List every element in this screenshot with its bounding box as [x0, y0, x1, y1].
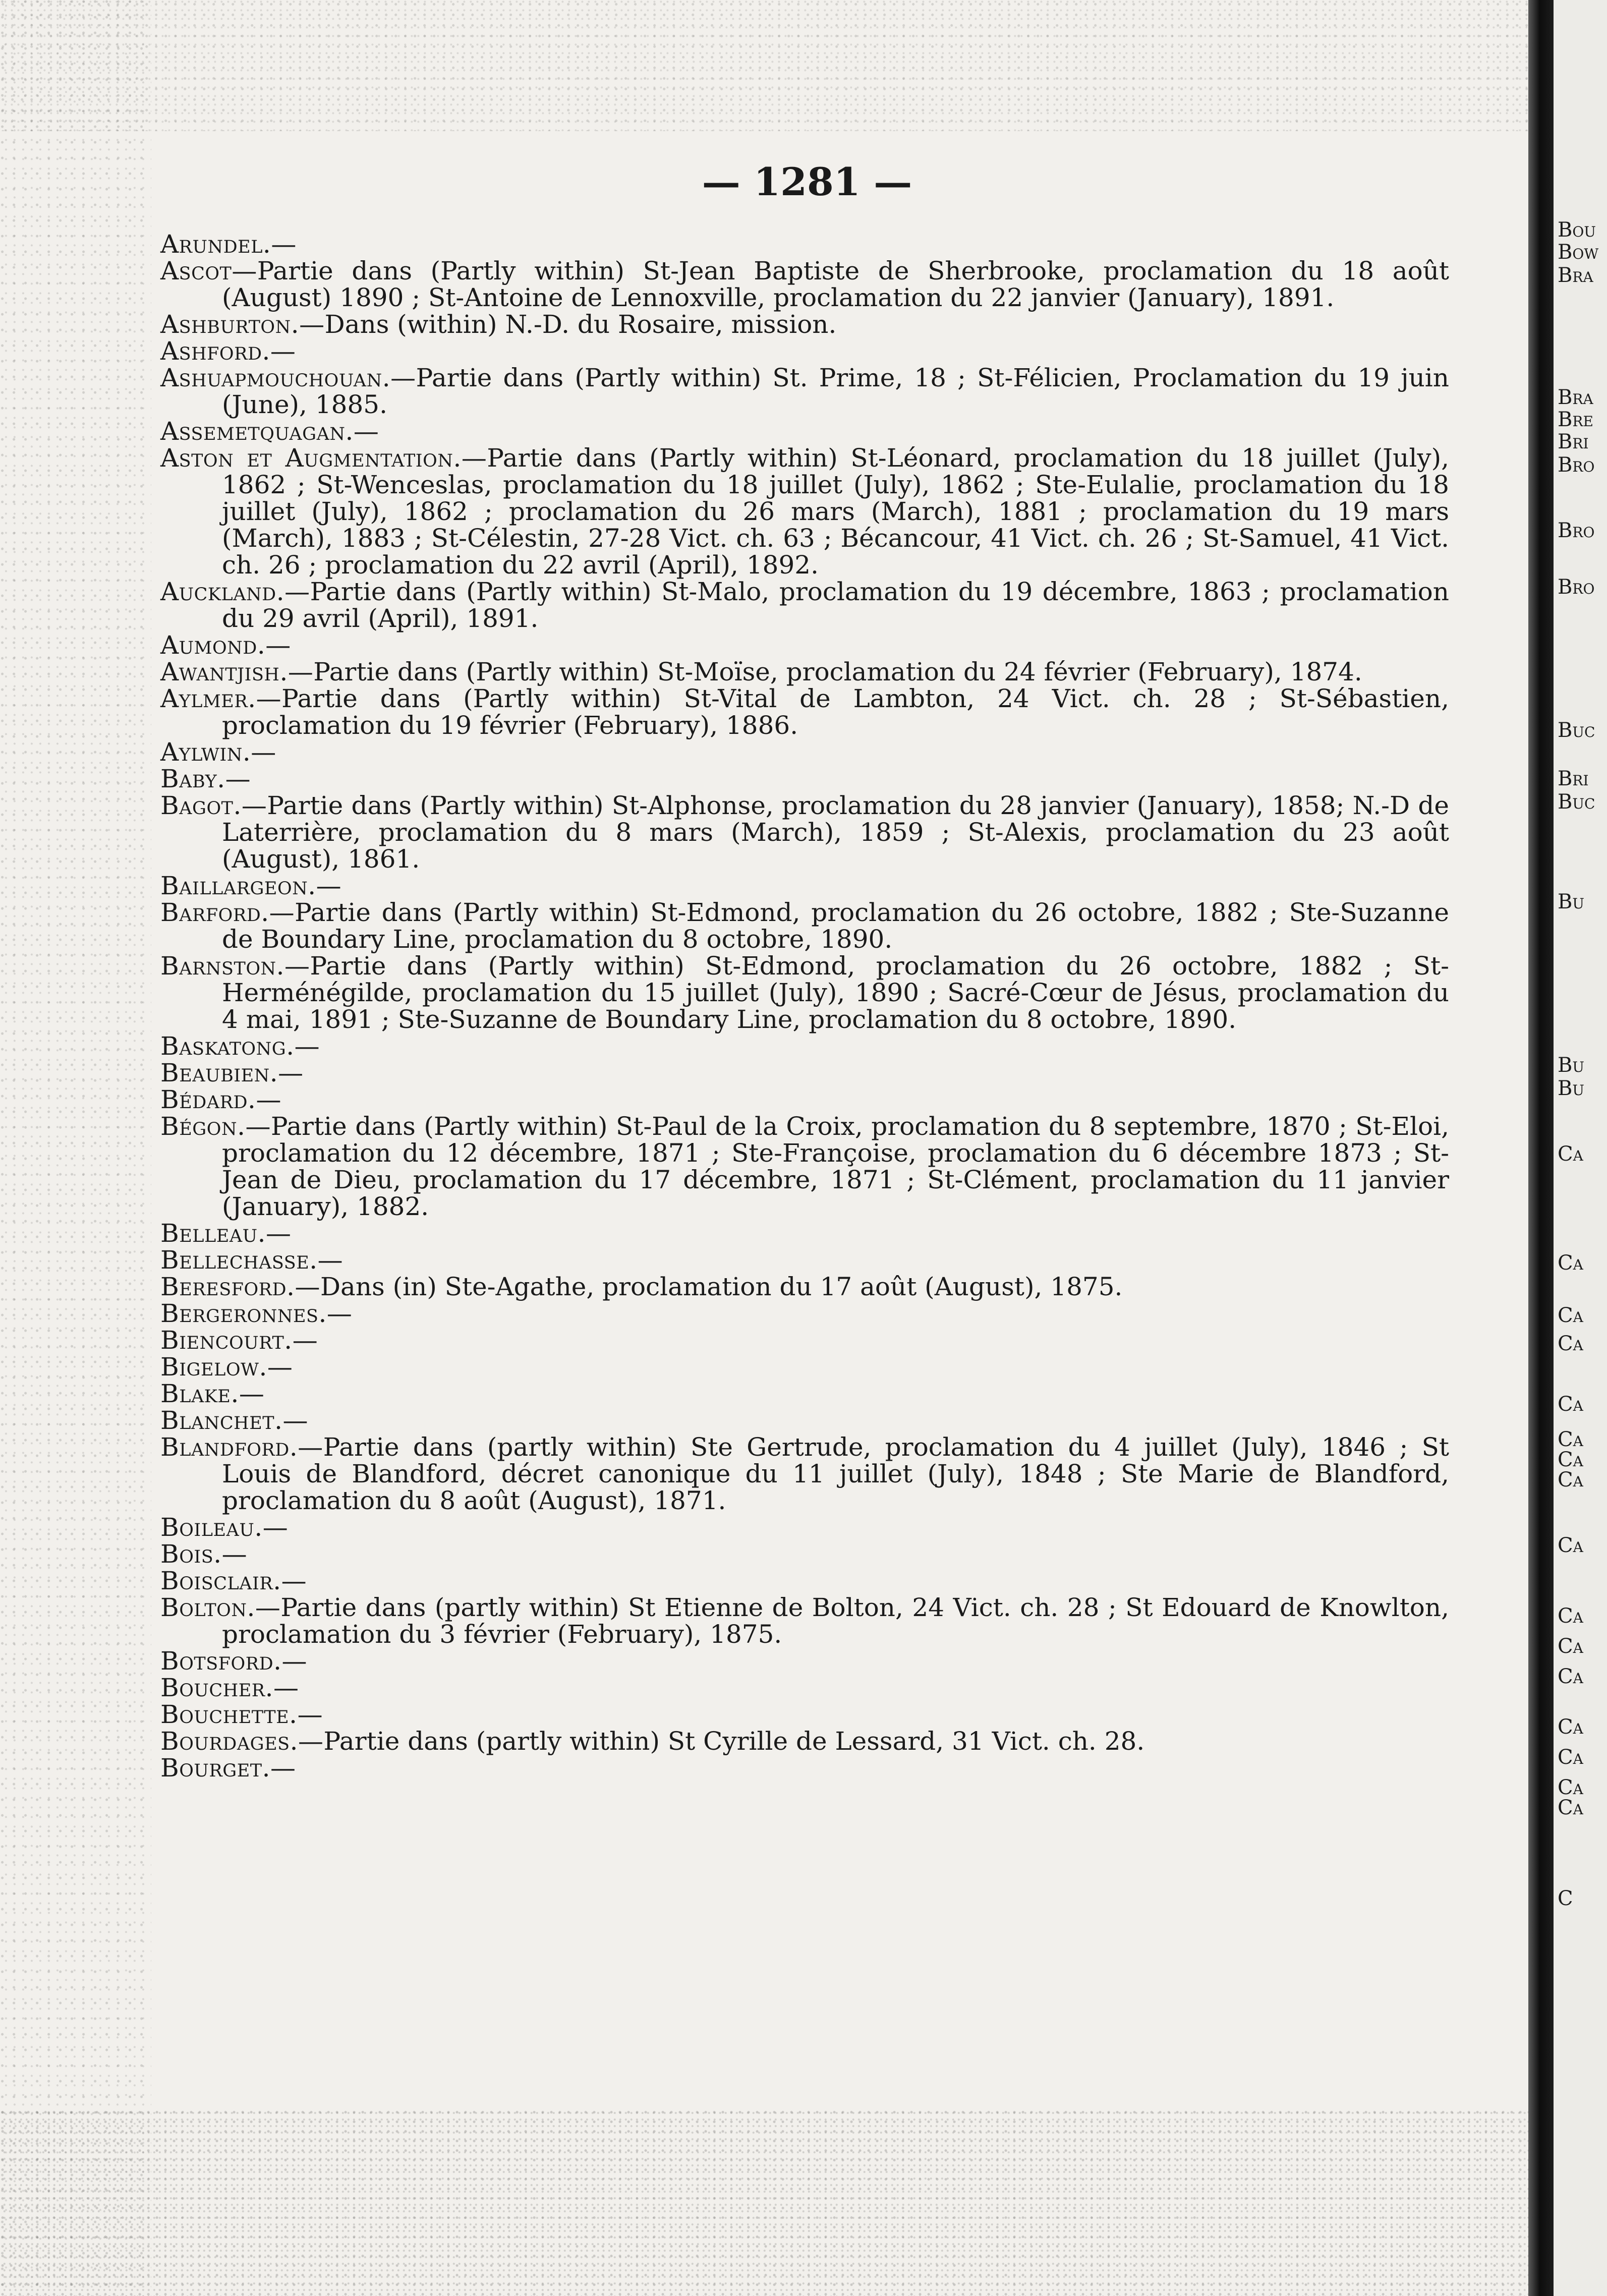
adjacent-page-fragment: Ca: [1558, 1604, 1583, 1628]
township-entry: [160, 1407, 1449, 1434]
adjacent-page-fragment: Bro: [1558, 576, 1595, 599]
township-name: Assemetquagan.—: [160, 417, 379, 446]
adjacent-page-fragment: Buc: [1558, 719, 1595, 742]
township-entry: [160, 739, 1449, 766]
township-parish-description: Partie dans (Partly within) St-Malo, proclamation du 19 décembre, 1863 ; proclamation du 29 avril (April), 1891.: [222, 577, 1449, 633]
scan-noise-bottom: [0, 2108, 1528, 2296]
page-number: — 1281 —: [702, 159, 912, 204]
township-parish-description: Partie dans (Partly within) St-Vital de Lambton, 24 Vict. ch. 28 ; St-Sébastien, proclamation du 19 février (February), 1886.: [222, 684, 1449, 740]
township-parish-description: Partie dans (Partly within) St-Jean Baptiste de Sherbrooke, proclamation du 18 août (August) 1890 ; St-Antoine de Lennoxville, proclamation du 22 janvier (January), 1891.: [222, 256, 1449, 312]
township-parish-description: Partie dans (Partly within) St. Prime, 18 ; St-Félicien, Proclamation du 19 juin (June), 1885.: [222, 363, 1449, 419]
township-parish-description: Partie dans (Partly within) St-Edmond, proclamation du 26 octobre, 1882 ; St-Herménégilde, proclamation du 15 juillet (July), 1890 ; Sacré-Cœur de Jésus, proclamation du 4 mai, 1891 ; Ste-Suzanne de Boundary Line, proclamation du 8 octobre, 1890.: [222, 951, 1449, 1034]
township-name: Aumond.—: [160, 630, 291, 660]
township-entry: [160, 659, 1449, 685]
township-entry: [160, 1220, 1449, 1247]
township-entry: [160, 1086, 1449, 1113]
township-name: Boucher.—: [160, 1673, 299, 1702]
township-name: Boisclair.—: [160, 1566, 307, 1595]
township-parish-description: Partie dans (partly within) St Cyrille de Lessard, 31 Vict. ch. 28.: [323, 1727, 1145, 1756]
township-name: Blanchet.—: [160, 1406, 308, 1435]
township-entry: [160, 792, 1449, 873]
scan-noise-top: [0, 0, 1528, 131]
township-name: Boileau.—: [160, 1513, 289, 1542]
township-name: Bourget.—: [160, 1753, 296, 1783]
township-entry: [160, 873, 1449, 899]
township-name: Bolton.—: [160, 1593, 281, 1622]
township-entry: [160, 1568, 1449, 1594]
adjacent-page-fragment: Ca: [1558, 1448, 1583, 1471]
township-entry: [160, 365, 1449, 418]
township-parish-description: Dans (in) Ste-Agathe, proclamation du 17 août (August), 1875.: [320, 1272, 1123, 1301]
adjacent-page-fragment: Ca: [1558, 1332, 1583, 1355]
township-name: Ashburton.—: [160, 310, 325, 339]
adjacent-page-fragment: Bu: [1558, 1077, 1584, 1100]
adjacent-page-fragment: Ca: [1558, 1534, 1583, 1557]
township-name: Aylmer.—: [160, 684, 282, 713]
township-name: Ascot—: [160, 256, 257, 285]
township-entry: [160, 1060, 1449, 1086]
township-name: Botsford.—: [160, 1646, 308, 1676]
adjacent-page-fragment: Bou: [1558, 218, 1596, 242]
township-name: Ashuapmouchouan.—: [160, 363, 416, 392]
township-name: Bourdages.—: [160, 1727, 324, 1756]
township-name: Belleau.—: [160, 1219, 292, 1248]
adjacent-page-fragment: Ca: [1558, 1746, 1583, 1769]
adjacent-page-fragment: Ca: [1558, 1776, 1583, 1799]
township-name: Baillargeon.—: [160, 871, 342, 900]
township-name: Barnston.—: [160, 951, 310, 981]
township-parish-description: Partie dans (partly within) St Etienne de Bolton, 24 Vict. ch. 28 ; St Edouard de Knowlton, proclamation du 3 février (February), 1875.: [222, 1593, 1449, 1649]
township-entry: [160, 311, 1449, 338]
adjacent-page-fragment: Buc: [1558, 790, 1595, 814]
adjacent-page-fragment: Ca: [1558, 1715, 1583, 1739]
adjacent-page-fragment: Ca: [1558, 1393, 1583, 1416]
township-entry: [160, 579, 1449, 632]
township-entry: [160, 1033, 1449, 1060]
adjacent-page-fragment: Bro: [1558, 453, 1595, 477]
book-gutter: [1528, 0, 1554, 2296]
township-name: Aston et Augmentation.—: [160, 443, 487, 473]
adjacent-page-fragment: Ca: [1558, 1796, 1583, 1819]
township-entry: [160, 766, 1449, 792]
township-parish-description: Dans (within) N.-D. du Rosaire, mission.: [324, 310, 837, 339]
township-name: Aylwin.—: [160, 737, 276, 767]
township-entry: [160, 1648, 1449, 1675]
township-entry: [160, 1728, 1449, 1755]
township-name: Awantjish.—: [160, 657, 314, 686]
township-name: Blandford.—: [160, 1432, 323, 1462]
adjacent-page-fragment: Bri: [1558, 767, 1589, 790]
township-parish-description: Partie dans (partly within) Ste Gertrude, proclamation du 4 juillet (July), 1846 ; St Louis de Blandford, décret canonique du 11 juillet (July), 1848 ; Ste Marie de Blandford, proclamation du 8 août (August), 1871.: [222, 1432, 1449, 1515]
township-name: Baby.—: [160, 764, 251, 793]
adjacent-page-fragment: Ca: [1558, 1304, 1583, 1327]
township-name: Ashford.—: [160, 336, 296, 366]
township-entry: [160, 231, 1449, 258]
adjacent-page-fragment: Bu: [1558, 1054, 1584, 1077]
township-parish-description: Partie dans (Partly within) St-Paul de la Croix, proclamation du 8 septembre, 1870 ; St-Eloi, proclamation du 12 décembre, 1871 ; Ste-Françoise, proclamation du 6 décembre 1873 ; St-Jean de Dieu, proclamation du 17 décembre, 1871 ; St-Clément, proclamation du 11 janvier (January), 1882.: [222, 1112, 1449, 1221]
adjacent-page-fragment: Ca: [1558, 1468, 1583, 1491]
township-name: Arundel.—: [160, 229, 297, 259]
township-entry: [160, 1381, 1449, 1407]
township-entry: [160, 1247, 1449, 1274]
scan-noise-left: [0, 0, 151, 2296]
adjacent-page-fragment: Bra: [1558, 386, 1593, 409]
township-entry: [160, 899, 1449, 953]
township-entry: [160, 338, 1449, 365]
township-entry: [160, 1300, 1449, 1327]
township-entry: [160, 258, 1449, 311]
township-entry: [160, 1514, 1449, 1541]
township-entry: [160, 445, 1449, 579]
township-name: Baskatong.—: [160, 1031, 320, 1061]
township-entry: [160, 1274, 1449, 1300]
township-entries: [160, 231, 1449, 1782]
township-entry: [160, 1327, 1449, 1354]
township-entry: [160, 632, 1449, 659]
township-name: Biencourt.—: [160, 1326, 318, 1355]
township-parish-description: Partie dans (Partly within) St-Léonard, proclamation du 18 juillet (July), 1862 ; St-Wenceslas, proclamation du 18 juillet (July), 1862 ; Ste-Eulalie, proclamation du 18 juillet (July), 1862 ; proclamation du 26 mars (March), 1881 ; proclamation du 19 mars (March), 1883 ; St-Célestin, 27-28 Vict. ch. 63 ; Bécancour, 41 Vict. ch. 26 ; St-Samuel, 41 Vict. ch. 26 ; proclamation du 22 avril (April), 1892.: [222, 443, 1449, 580]
township-parish-description: Partie dans (Partly within) St-Moïse, proclamation du 24 février (February), 1874.: [313, 657, 1362, 686]
township-name: Beresford.—: [160, 1272, 320, 1301]
township-entry: [160, 685, 1449, 739]
adjacent-page-fragment: Bri: [1558, 430, 1589, 453]
adjacent-page-fragment: C: [1558, 1887, 1573, 1910]
township-name: Bagot.—: [160, 791, 267, 820]
township-name: Barford.—: [160, 898, 295, 927]
township-entry: [160, 1434, 1449, 1514]
township-name: Bergeronnes.—: [160, 1299, 353, 1328]
township-parish-description: Partie dans (Partly within) St-Alphonse, proclamation du 28 janvier (January), 1858; N.-D de Laterrière, proclamation du 8 mars (March), 1859 ; St-Alexis, proclamation du 23 août (August), 1861.: [222, 791, 1449, 874]
township-name: Bellechasse.—: [160, 1245, 343, 1275]
township-name: Bédard.—: [160, 1085, 281, 1114]
adjacent-page-fragment: Ca: [1558, 1665, 1583, 1688]
adjacent-page-fragment: Bra: [1558, 264, 1593, 287]
township-entry: [160, 953, 1449, 1033]
township-entry: [160, 1113, 1449, 1220]
township-entry: [160, 418, 1449, 445]
township-entry: [160, 1675, 1449, 1701]
township-name: Bois.—: [160, 1539, 248, 1569]
township-name: Bouchette.—: [160, 1700, 323, 1729]
township-name: Bégon.—: [160, 1112, 271, 1141]
township-entry: [160, 1541, 1449, 1568]
township-parish-description: Partie dans (Partly within) St-Edmond, proclamation du 26 octobre, 1882 ; Ste-Suzanne de Boundary Line, proclamation du 8 octobre, 1890.: [222, 898, 1449, 954]
township-entry: [160, 1701, 1449, 1728]
adjacent-page-fragment: Bow: [1558, 241, 1599, 264]
township-name: Bigelow.—: [160, 1352, 293, 1382]
township-entry: [160, 1755, 1449, 1782]
adjacent-page-fragment: Ca: [1558, 1635, 1583, 1658]
adjacent-page-fragment: Ca: [1558, 1428, 1583, 1451]
township-entry: [160, 1354, 1449, 1381]
adjacent-page-fragment: Bu: [1558, 890, 1584, 913]
adjacent-page-fragment: Bro: [1558, 519, 1595, 542]
township-name: Blake.—: [160, 1379, 265, 1408]
adjacent-page-fragment: Ca: [1558, 1142, 1583, 1166]
township-name: Beaubien.—: [160, 1058, 304, 1087]
adjacent-page-fragment: Bre: [1558, 408, 1593, 431]
township-entry: [160, 1594, 1449, 1648]
adjacent-page-fragment: Ca: [1558, 1251, 1583, 1275]
township-name: Auckland.—: [160, 577, 310, 606]
adjacent-page-strip: [1554, 0, 1607, 2296]
